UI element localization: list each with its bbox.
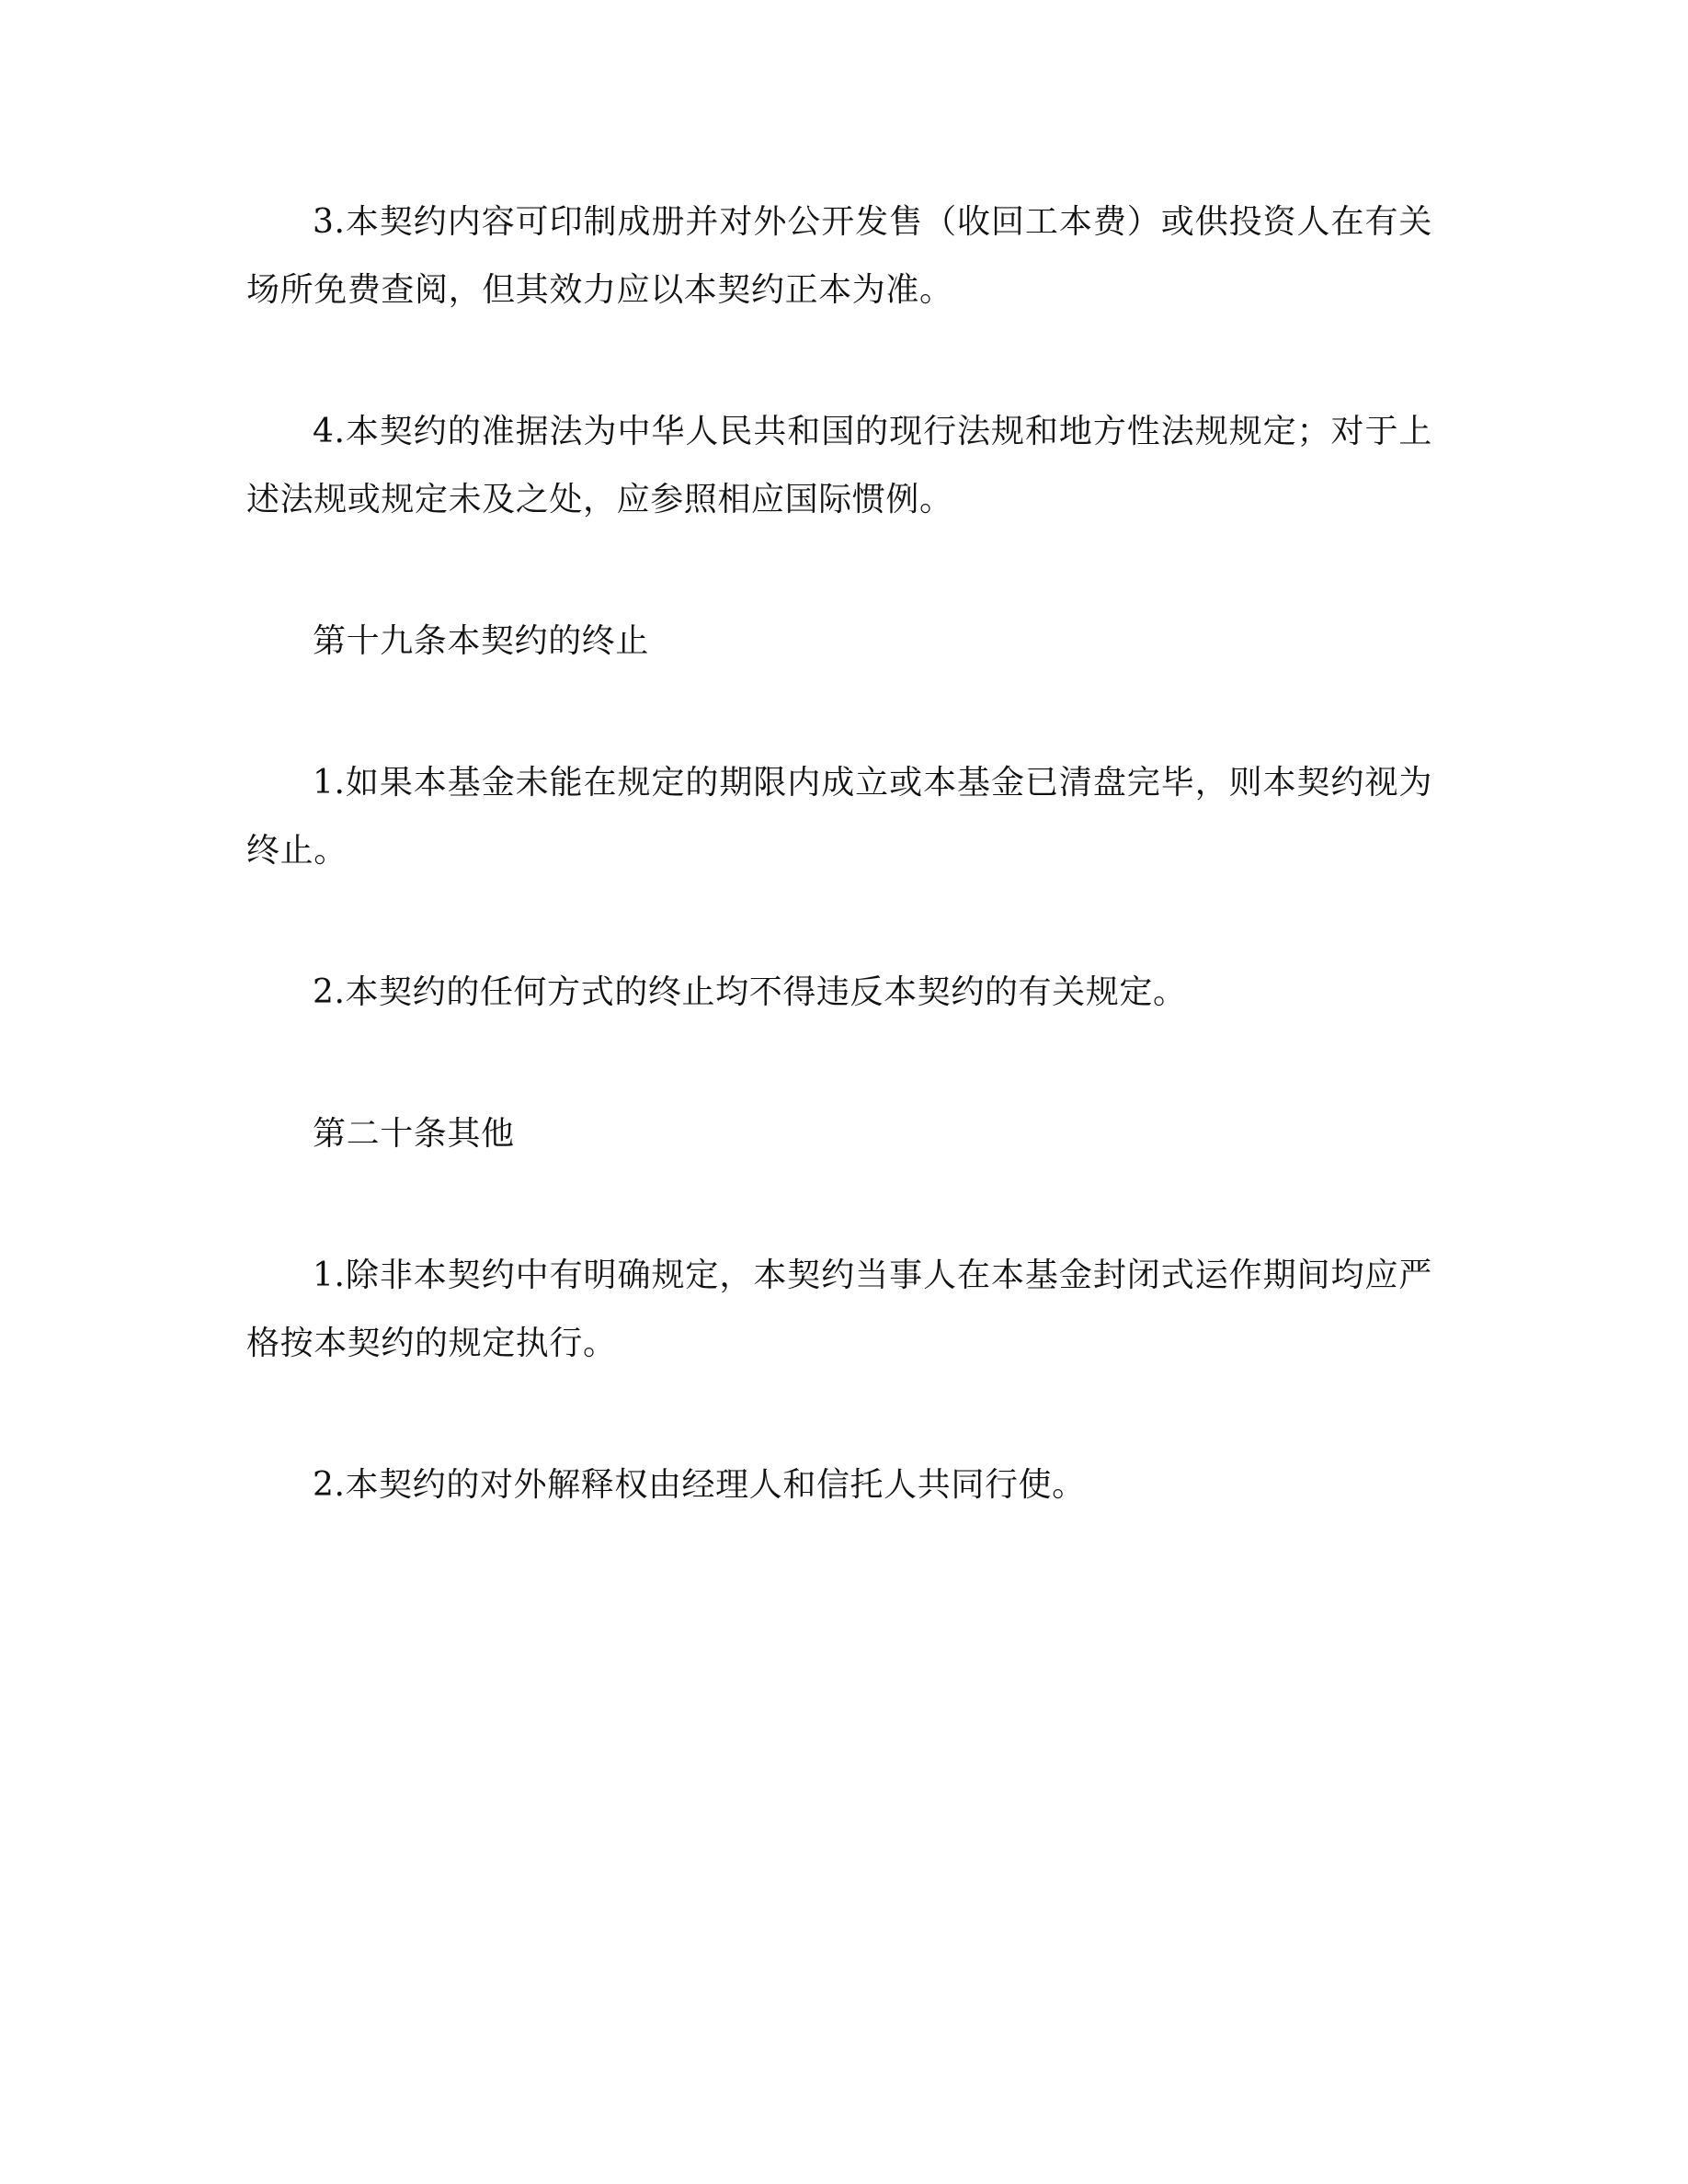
clause-paragraph: 4.本契约的准据法为中华人民共和国的现行法规和地方性法规规定；对于上述法规或规定未及之处，应参照相应国际惯例。 [246, 413, 1432, 518]
clause-paragraph: 3.本契约内容可印制成册并对外公开发售（收回工本费）或供投资人在有关场所免费查阅，但其效力应以本契约正本为准。 [246, 203, 1432, 309]
article-heading: 第十九条本契约的终止 [313, 622, 650, 660]
clause-paragraph: 1.如果本基金未能在规定的期限内成立或本基金已清盘完毕，则本契约视为终止。 [246, 764, 1432, 870]
clause-paragraph: 2.本契约的对外解释权由经理人和信托人共同行使。 [313, 1466, 1086, 1504]
document-body [246, 188, 1432, 1593]
article-heading: 第二十条其他 [313, 1115, 515, 1153]
clause-paragraph: 2.本契约的任何方式的终止均不得违反本契约的有关规定。 [313, 973, 1187, 1011]
clause-paragraph: 1.除非本契约中有明确规定，本契约当事人在本基金封闭式运作期间均应严格按本契约的规定执行。 [246, 1257, 1432, 1362]
